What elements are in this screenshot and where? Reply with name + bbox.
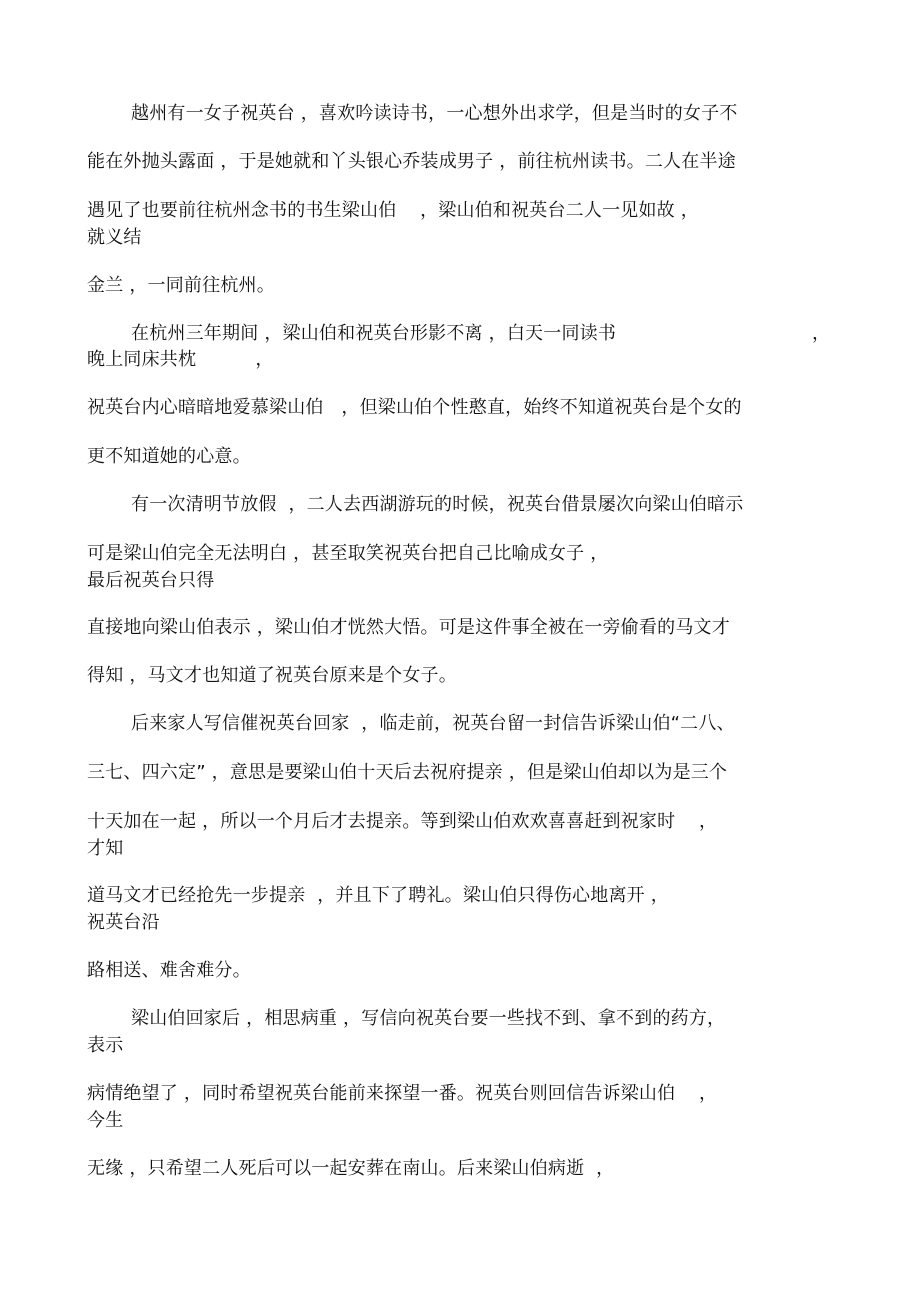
text-line: 能在外抛头露面 ，于是她就和丫头银心乔装成男子 ，前往杭州读书。二人在半途 bbox=[87, 151, 736, 172]
text-line: 三七、四六定” ，意思是要梁山伯十天后去祝府提亲 ，但是梁山伯却以为是三个 bbox=[87, 762, 728, 783]
text-line: 就义结 bbox=[87, 227, 142, 248]
text-line: 祝英台内心暗暗地爱慕梁山伯 ，但梁山伯个性憨直，始终不知道祝英台是个女的 bbox=[87, 397, 742, 418]
text-line: 金兰 ，一同前往杭州。 bbox=[87, 275, 275, 296]
text-line: 可是梁山伯完全无法明白 ，甚至取笑祝英台把自己比喻成女子 ， bbox=[87, 543, 609, 564]
text-line: 遇见了也要前往杭州念书的书生梁山伯 ，梁山伯和祝英台二人一见如故 ， bbox=[87, 200, 700, 221]
text-line-fragment: ， bbox=[812, 323, 830, 344]
text-line: 最后祝英台只得 bbox=[87, 570, 215, 591]
text-line: 今生 bbox=[87, 1110, 124, 1131]
text-line: 路相送、难舍难分。 bbox=[87, 960, 251, 981]
text-line: 有一次清明节放假 ，二人去西湖游玩的时候，祝英台借景屡次向梁山伯暗示 bbox=[131, 494, 744, 515]
text-line: 才知 bbox=[87, 838, 124, 859]
text-line: 祝英台沿 bbox=[87, 912, 160, 933]
text-line: 无缘 ，只希望二人死后可以一起安葬在南山。后来梁山伯病逝 ， bbox=[87, 1158, 615, 1179]
text-line: 后来家人写信催祝英台回家 ，临走前，祝英台留一封信告诉梁山伯“二八、 bbox=[131, 713, 735, 734]
text-line: 更不知道她的心意。 bbox=[87, 446, 251, 467]
text-line: 直接地向梁山伯表示 ，梁山伯才恍然大悟。可是这件事全被在一旁偷看的马文才 bbox=[87, 617, 730, 638]
text-line: 病情绝望了 ，同时希望祝英台能前来探望一番。祝英台则回信告诉梁山伯 ， bbox=[87, 1083, 718, 1104]
text-line: 道马文才已经抢先一步提亲 ，并且下了聘礼。梁山伯只得伤心地离开 ， bbox=[87, 885, 669, 906]
text-line: 梁山伯回家后 ，相思病重 ，写信向祝英台要一些找不到、拿不到的药方， bbox=[131, 1008, 726, 1029]
text-line: 表示 bbox=[87, 1035, 124, 1056]
text-line: 在杭州三年期间 ，梁山伯和祝英台形影不离 ，白天一同读书 bbox=[131, 323, 617, 344]
text-line: 越州有一女子祝英台 ，喜欢吟读诗书，一心想外出求学，但是当时的女子不 bbox=[131, 103, 738, 124]
text-line: 十天加在一起 ，所以一个月后才去提亲。等到梁山伯欢欢喜喜赶到祝家时 ， bbox=[87, 811, 718, 832]
text-line: 晚上同床共枕 ， bbox=[87, 349, 274, 370]
text-line: 得知 ，马文才也知道了祝英台原来是个女子。 bbox=[87, 665, 457, 686]
